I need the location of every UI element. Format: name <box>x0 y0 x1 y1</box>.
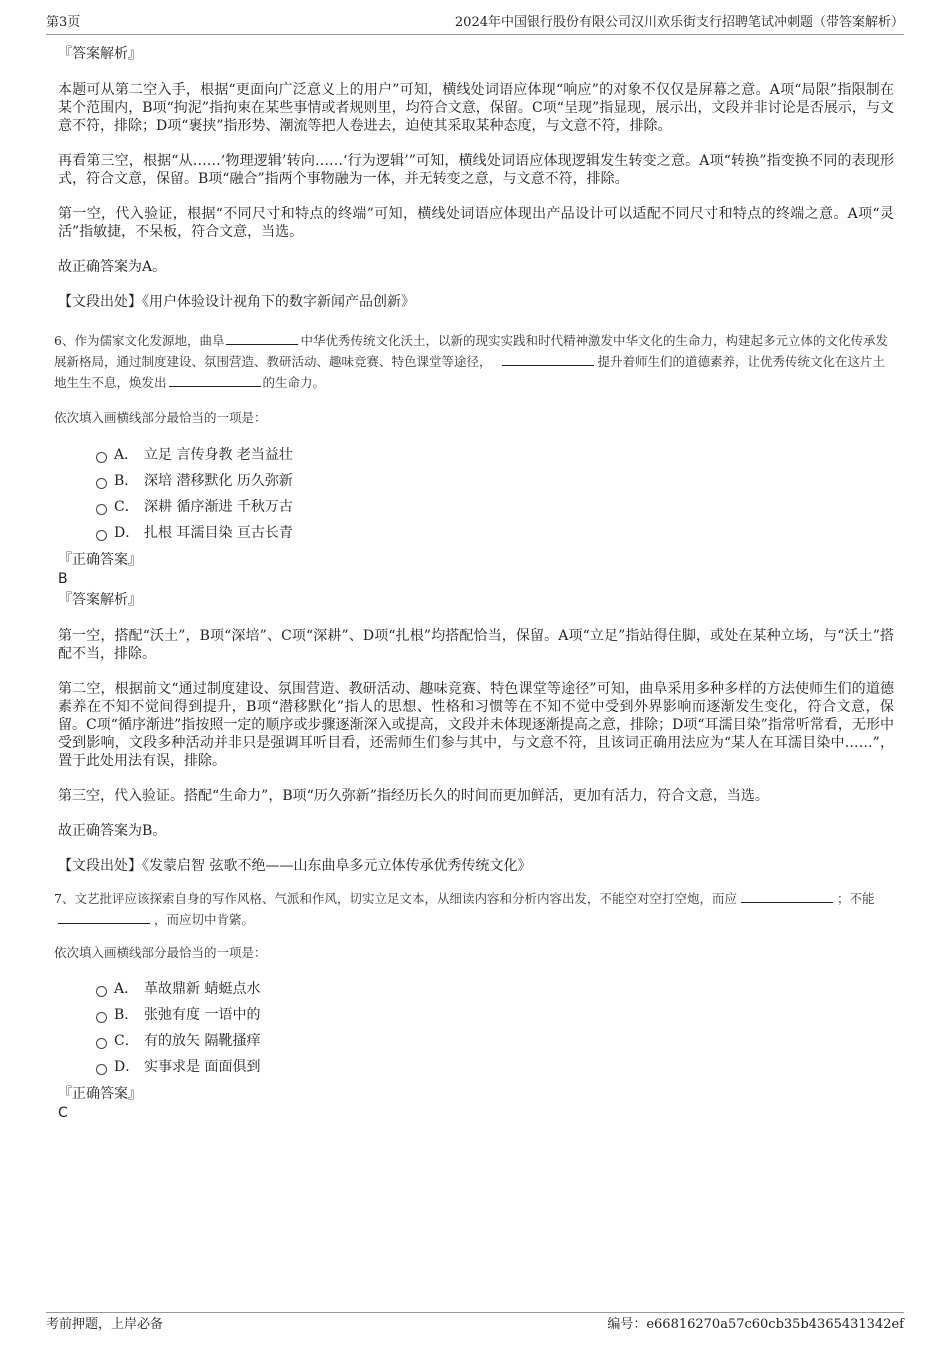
analysis-paragraph: 第三空，代入验证。搭配“生命力”，B项“历久弥新”指经历长久的时间而更加鲜活，更加有活力，符合文意，当选。 <box>58 788 769 804</box>
option-b[interactable] <box>58 468 894 494</box>
option-list <box>58 442 894 546</box>
analysis-paragraph: 第二空，根据前文“通过制度建设、氛围营造、教研活动、趣味竞赛、特色课堂等途径”可知，曲阜采用多种多样的方法使师生们的道德素养在不知不觉间得到提升，B项“潜移默化”指人的思想、性格和习惯等在不知不觉中受到外界影响而逐渐发生变化，符合文意，保留。C项“循序渐进”指按照一定的顺序或步骤逐渐深入或提高，文段并未体现逐渐提高之意，排除；D项“耳濡目染”指常听常看，无形中受到影响，文段多种活动并非只是强调耳听目看，还需师生们参与其中，与文意不符，且该词正确用法应为“某人在耳濡目染中……”，置于此处用法有误，排除。 <box>58 681 894 769</box>
option-text: 实事求是 面面俱到 <box>144 1059 261 1075</box>
stem-text: 6、作为儒家文化发源地，曲阜 <box>54 333 225 348</box>
answer-blank <box>502 353 594 366</box>
stem-text: 7、文艺批评应该探索自身的写作风格、气派和作风，切实立足文本，从细读内容和分析内容出发，不能空对空打空炮，而应 <box>54 891 737 906</box>
answer-blank <box>58 911 150 924</box>
question-5-analysis <box>58 44 894 312</box>
option-text: 有的放矢 隔靴搔痒 <box>144 1033 261 1049</box>
answer-blank <box>226 332 298 345</box>
page-number: 第3页 <box>46 15 81 30</box>
option-letter: D． <box>114 525 140 541</box>
analysis-paragraph: 本题可从第二空入手，根据“更面向广泛意义上的用户”可知，横线处词语应体现“响应”的对象不仅仅是屏幕之意。A项“局限”指限制在某个范围内，B项“拘泥”指拘束在某些事情或者规则里，均符合文意，保留。C项“呈现”指显现，展示出，文段并非讨论是否展示，与文意不符，排除；D项“裹挟”指形势、潮流等把人卷进去，迫使其采取某种态度，与文意不符，排除。 <box>58 82 894 134</box>
question-instruction: 依次填入画横线部分最恰当的一项是： <box>54 410 267 425</box>
analysis-label: 『答案解析』 <box>58 592 142 608</box>
stem-text: 中华优秀传统文化沃土，以新的现实实践和时代精神激发中华文化的生命力，构建起多元立体的文化传承发展新格局，通过制度建设、氛围营造、教研活动、趣味竞赛、特色课堂等途径， <box>54 333 888 369</box>
radio-icon[interactable] <box>96 986 107 997</box>
option-letter: A． <box>114 981 139 997</box>
answer-conclusion: 故正确答案为A。 <box>58 259 167 275</box>
option-letter: B． <box>114 473 139 489</box>
question-7 <box>54 888 894 1122</box>
stem-text: 提升着师生们的道德素养，让优秀传统文化在这片土地生生不息，焕发出 <box>54 354 886 390</box>
answer-conclusion: 故正确答案为B。 <box>58 823 167 839</box>
option-letter: B． <box>114 1007 139 1023</box>
answer-blank <box>169 374 261 387</box>
question-stem <box>54 330 894 393</box>
analysis-paragraph: 第一空，搭配“沃土”，B项“深培”、C项“深耕”、D项“扎根”均搭配恰当，保留。A项“立足”指站得住脚，或处在某种立场，与“沃土”搭配不当，排除。 <box>58 628 894 662</box>
analysis-label: 『答案解析』 <box>58 46 142 62</box>
page-content <box>54 44 894 1122</box>
option-text: 扎根 耳濡目染 亘古长青 <box>144 525 293 541</box>
option-text: 深耕 循序渐进 千秋万古 <box>144 499 293 515</box>
option-letter: C． <box>114 1033 139 1049</box>
analysis-paragraph: 第一空，代入验证，根据“不同尺寸和特点的终端”可知，横线处词语应体现出产品设计可以适配不同尺寸和特点的终端之意。A项“灵活”指敏捷，不呆板，符合文意，当选。 <box>58 206 894 240</box>
footer-slogan: 考前押题，上岸必备 <box>46 1317 164 1332</box>
option-letter: C． <box>114 499 139 515</box>
page-footer <box>46 1312 904 1337</box>
option-b[interactable] <box>58 1002 894 1028</box>
correct-answer: C <box>58 1105 68 1121</box>
option-d[interactable] <box>58 1054 894 1080</box>
option-a[interactable] <box>58 442 894 468</box>
option-letter: A． <box>114 447 139 463</box>
question-stem <box>54 888 894 930</box>
radio-icon[interactable] <box>96 530 107 541</box>
radio-icon[interactable] <box>96 452 107 463</box>
correct-answer-label: 『正确答案』 <box>58 1086 142 1102</box>
correct-answer: B <box>58 571 68 587</box>
option-text: 深培 潜移默化 历久弥新 <box>144 473 293 489</box>
radio-icon[interactable] <box>96 1038 107 1049</box>
option-text: 革故鼎新 蜻蜓点水 <box>144 981 261 997</box>
source-citation: 【文段出处】《发蒙启智 弦歌不绝——山东曲阜多元立体传承优秀传统文化》 <box>58 858 532 874</box>
stem-text: ；不能 <box>836 891 875 906</box>
radio-icon[interactable] <box>96 1064 107 1075</box>
document-title: 2024年中国银行股份有限公司汉川欢乐街支行招聘笔试冲刺题（带答案解析） <box>454 15 904 30</box>
option-text: 张弛有度 一语中的 <box>144 1007 261 1023</box>
radio-icon[interactable] <box>96 1012 107 1023</box>
document-id: 编号：e66816270a57c60cb35b4365431342ef <box>607 1317 904 1332</box>
option-c[interactable] <box>58 1028 894 1054</box>
stem-text: 的生命力。 <box>262 375 326 390</box>
question-6 <box>54 330 894 876</box>
option-a[interactable] <box>58 976 894 1002</box>
radio-icon[interactable] <box>96 504 107 515</box>
radio-icon[interactable] <box>96 478 107 489</box>
option-text: 立足 言传身教 老当益壮 <box>144 447 293 463</box>
option-c[interactable] <box>58 494 894 520</box>
stem-text: ，而应切中肯綮。 <box>154 912 255 927</box>
question-instruction: 依次填入画横线部分最恰当的一项是： <box>54 945 267 960</box>
correct-answer-label: 『正确答案』 <box>58 552 142 568</box>
option-d[interactable] <box>58 520 894 546</box>
option-letter: D． <box>114 1059 140 1075</box>
page-header <box>46 14 904 35</box>
source-citation: 【文段出处】《用户体验设计视角下的数字新闻产品创新》 <box>58 294 415 310</box>
answer-blank <box>741 890 833 903</box>
analysis-paragraph: 再看第三空，根据“从……‘物理逻辑’转向……‘行为逻辑’”可知，横线处词语应体现逻辑发生转变之意。A项“转换”指变换不同的表现形式，符合文意，保留。B项“融合”指两个事物融为一体，并无转变之意，与文意不符，排除。 <box>58 153 894 187</box>
option-list <box>58 976 894 1080</box>
